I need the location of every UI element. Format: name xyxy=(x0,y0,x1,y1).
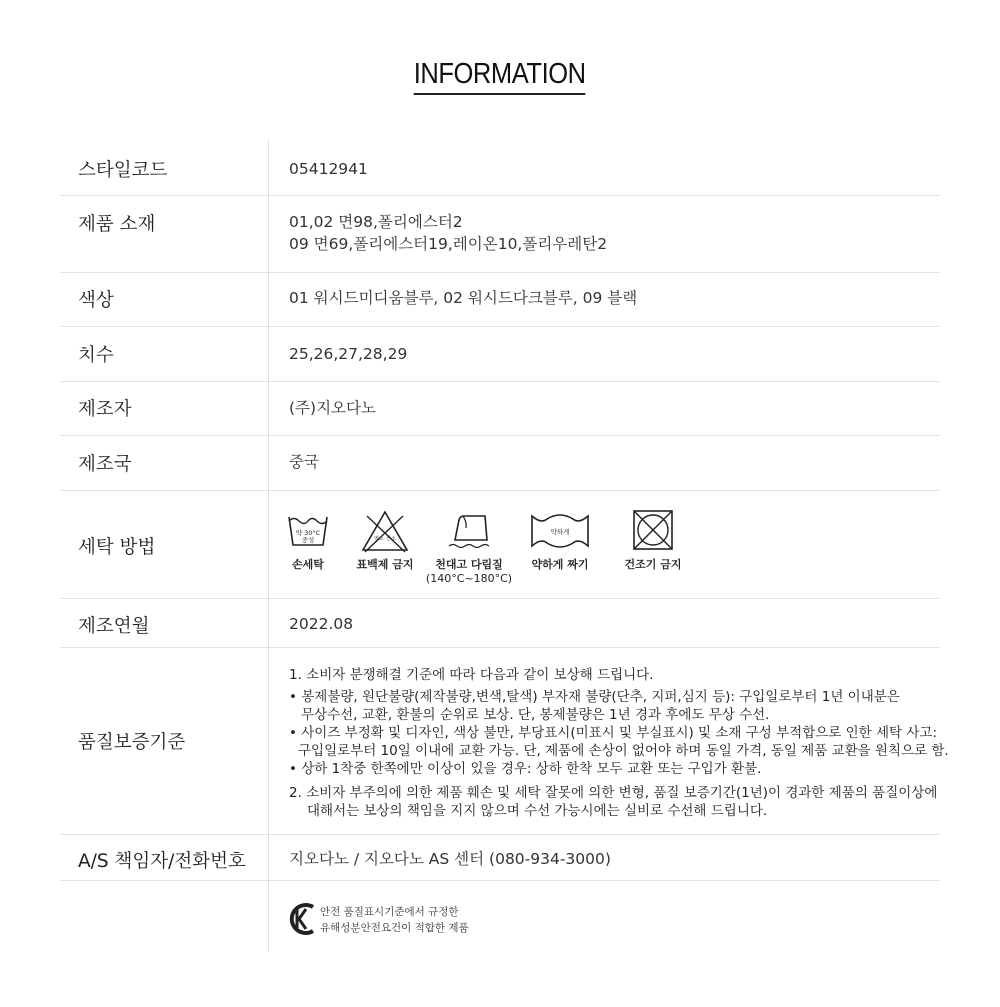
size-label: 치수 xyxy=(78,345,114,366)
no-tumble-dry-icon xyxy=(630,508,676,554)
quality-bullet-cont: 구입일로부터 10일 이내에 교환 가능. 단, 제품에 손상이 없어야 하며 동일 가격, 동일 제품 교환을 원칙으로 함. xyxy=(298,743,949,759)
country-value: 중국 xyxy=(289,453,319,471)
material-value xyxy=(289,211,607,255)
svg-text:중성: 중성 xyxy=(301,536,315,544)
style-code-label: 스타일코드 xyxy=(78,160,168,181)
row-divider xyxy=(60,381,940,382)
wash-caption: 약하게 짜기 xyxy=(531,558,589,571)
iron-icon xyxy=(445,508,493,554)
material-line: 01,02 면98,폴리에스터2 xyxy=(289,213,463,231)
wash-caption: 손세탁 xyxy=(292,558,324,571)
kc-text xyxy=(320,904,469,936)
kc-line: 안전 품질표시기준에서 규정한 xyxy=(320,906,459,918)
wash-caption-sub: (140°C~180°C) xyxy=(425,572,513,585)
date-label: 제조연월 xyxy=(78,616,150,637)
wash-caption: 건조기 금지 xyxy=(624,558,682,571)
country-label: 제조국 xyxy=(78,454,132,475)
row-divider xyxy=(60,326,940,327)
quality-paragraph-cont: 대해서는 보상의 책임을 지지 않으며 수선 가능시에는 실비로 수선해 드립니다. xyxy=(307,803,768,819)
row-divider xyxy=(60,490,940,491)
style-code-value: 05412941 xyxy=(289,160,368,178)
row-divider xyxy=(60,195,940,196)
row-divider xyxy=(60,435,940,436)
maker-value: (주)지오다노 xyxy=(289,399,376,417)
quality-bullet: • 사이즈 부정확 및 디자인, 색상 불만, 부당표시(미표시 및 부실표시) 및 소재 구성 부적합으로 인한 세탁 사고: xyxy=(289,725,938,741)
quality-paragraph: 1. 소비자 분쟁해결 기준에 따라 다음과 같이 보상해 드립니다. xyxy=(289,667,654,683)
quality-paragraph: 2. 소비자 부주의에 의한 제품 훼손 및 세탁 잘못에 의한 변형, 품질 보증기간(1년)이 경과한 제품의 품질이상에 xyxy=(289,785,938,801)
quality-bullet: • 상하 1착중 한쪽에만 이상이 있을 경우: 상하 한착 모두 교환 또는 구입가 환불. xyxy=(289,761,762,777)
date-value: 2022.08 xyxy=(289,615,354,633)
gentle-wring-icon xyxy=(529,508,591,554)
row-divider xyxy=(60,834,940,835)
row-divider xyxy=(60,598,940,599)
page-title: INFORMATION xyxy=(0,58,1000,95)
material-label: 제품 소재 xyxy=(78,214,156,235)
material-line: 09 면69,폴리에스터19,레이온10,폴리우레탄2 xyxy=(289,235,608,253)
no-bleach-icon xyxy=(360,508,410,554)
size-value: 25,26,27,28,29 xyxy=(289,345,408,363)
row-divider xyxy=(60,647,940,648)
maker-label: 제조자 xyxy=(78,399,132,420)
svg-text:산소: 산소 xyxy=(386,536,396,542)
quality-label: 품질보증기준 xyxy=(78,732,186,753)
row-divider xyxy=(60,880,940,881)
svg-text:염소: 염소 xyxy=(374,536,384,542)
wash-item xyxy=(598,508,708,572)
as-value: 지오다노 / 지오다노 AS 센터 (080-934-3000) xyxy=(289,850,611,868)
quality-bullet-cont: 무상수선, 교환, 환불의 순위로 보상. 단, 봉제불량은 1년 경과 후에도 무상 수선. xyxy=(301,707,770,723)
svg-text:약하게: 약하게 xyxy=(550,528,570,536)
svg-text:약 30°C: 약 30°C xyxy=(295,529,321,537)
wash-caption: 천대고 다림질 xyxy=(435,558,503,571)
quality-bullet: • 봉제불량, 원단불량(제작불량,변색,탈색) 부자재 불량(단추, 지퍼,심지 등): 구입일로부터 1년 이내분은 xyxy=(289,689,900,705)
kc-line: 유해성분안전요건이 적합한 제품 xyxy=(320,922,469,934)
kc-mark-icon xyxy=(289,900,317,942)
wash-label: 세탁 방법 xyxy=(78,537,156,558)
hand-wash-icon xyxy=(285,508,331,554)
color-label: 색상 xyxy=(78,290,114,311)
color-value: 01 워시드미디움블루, 02 워시드다크블루, 09 블랙 xyxy=(289,289,638,307)
wash-caption: 표백제 금지 xyxy=(356,558,414,571)
row-divider xyxy=(60,272,940,273)
as-label: A/S 책임자/전화번호 xyxy=(78,851,246,872)
